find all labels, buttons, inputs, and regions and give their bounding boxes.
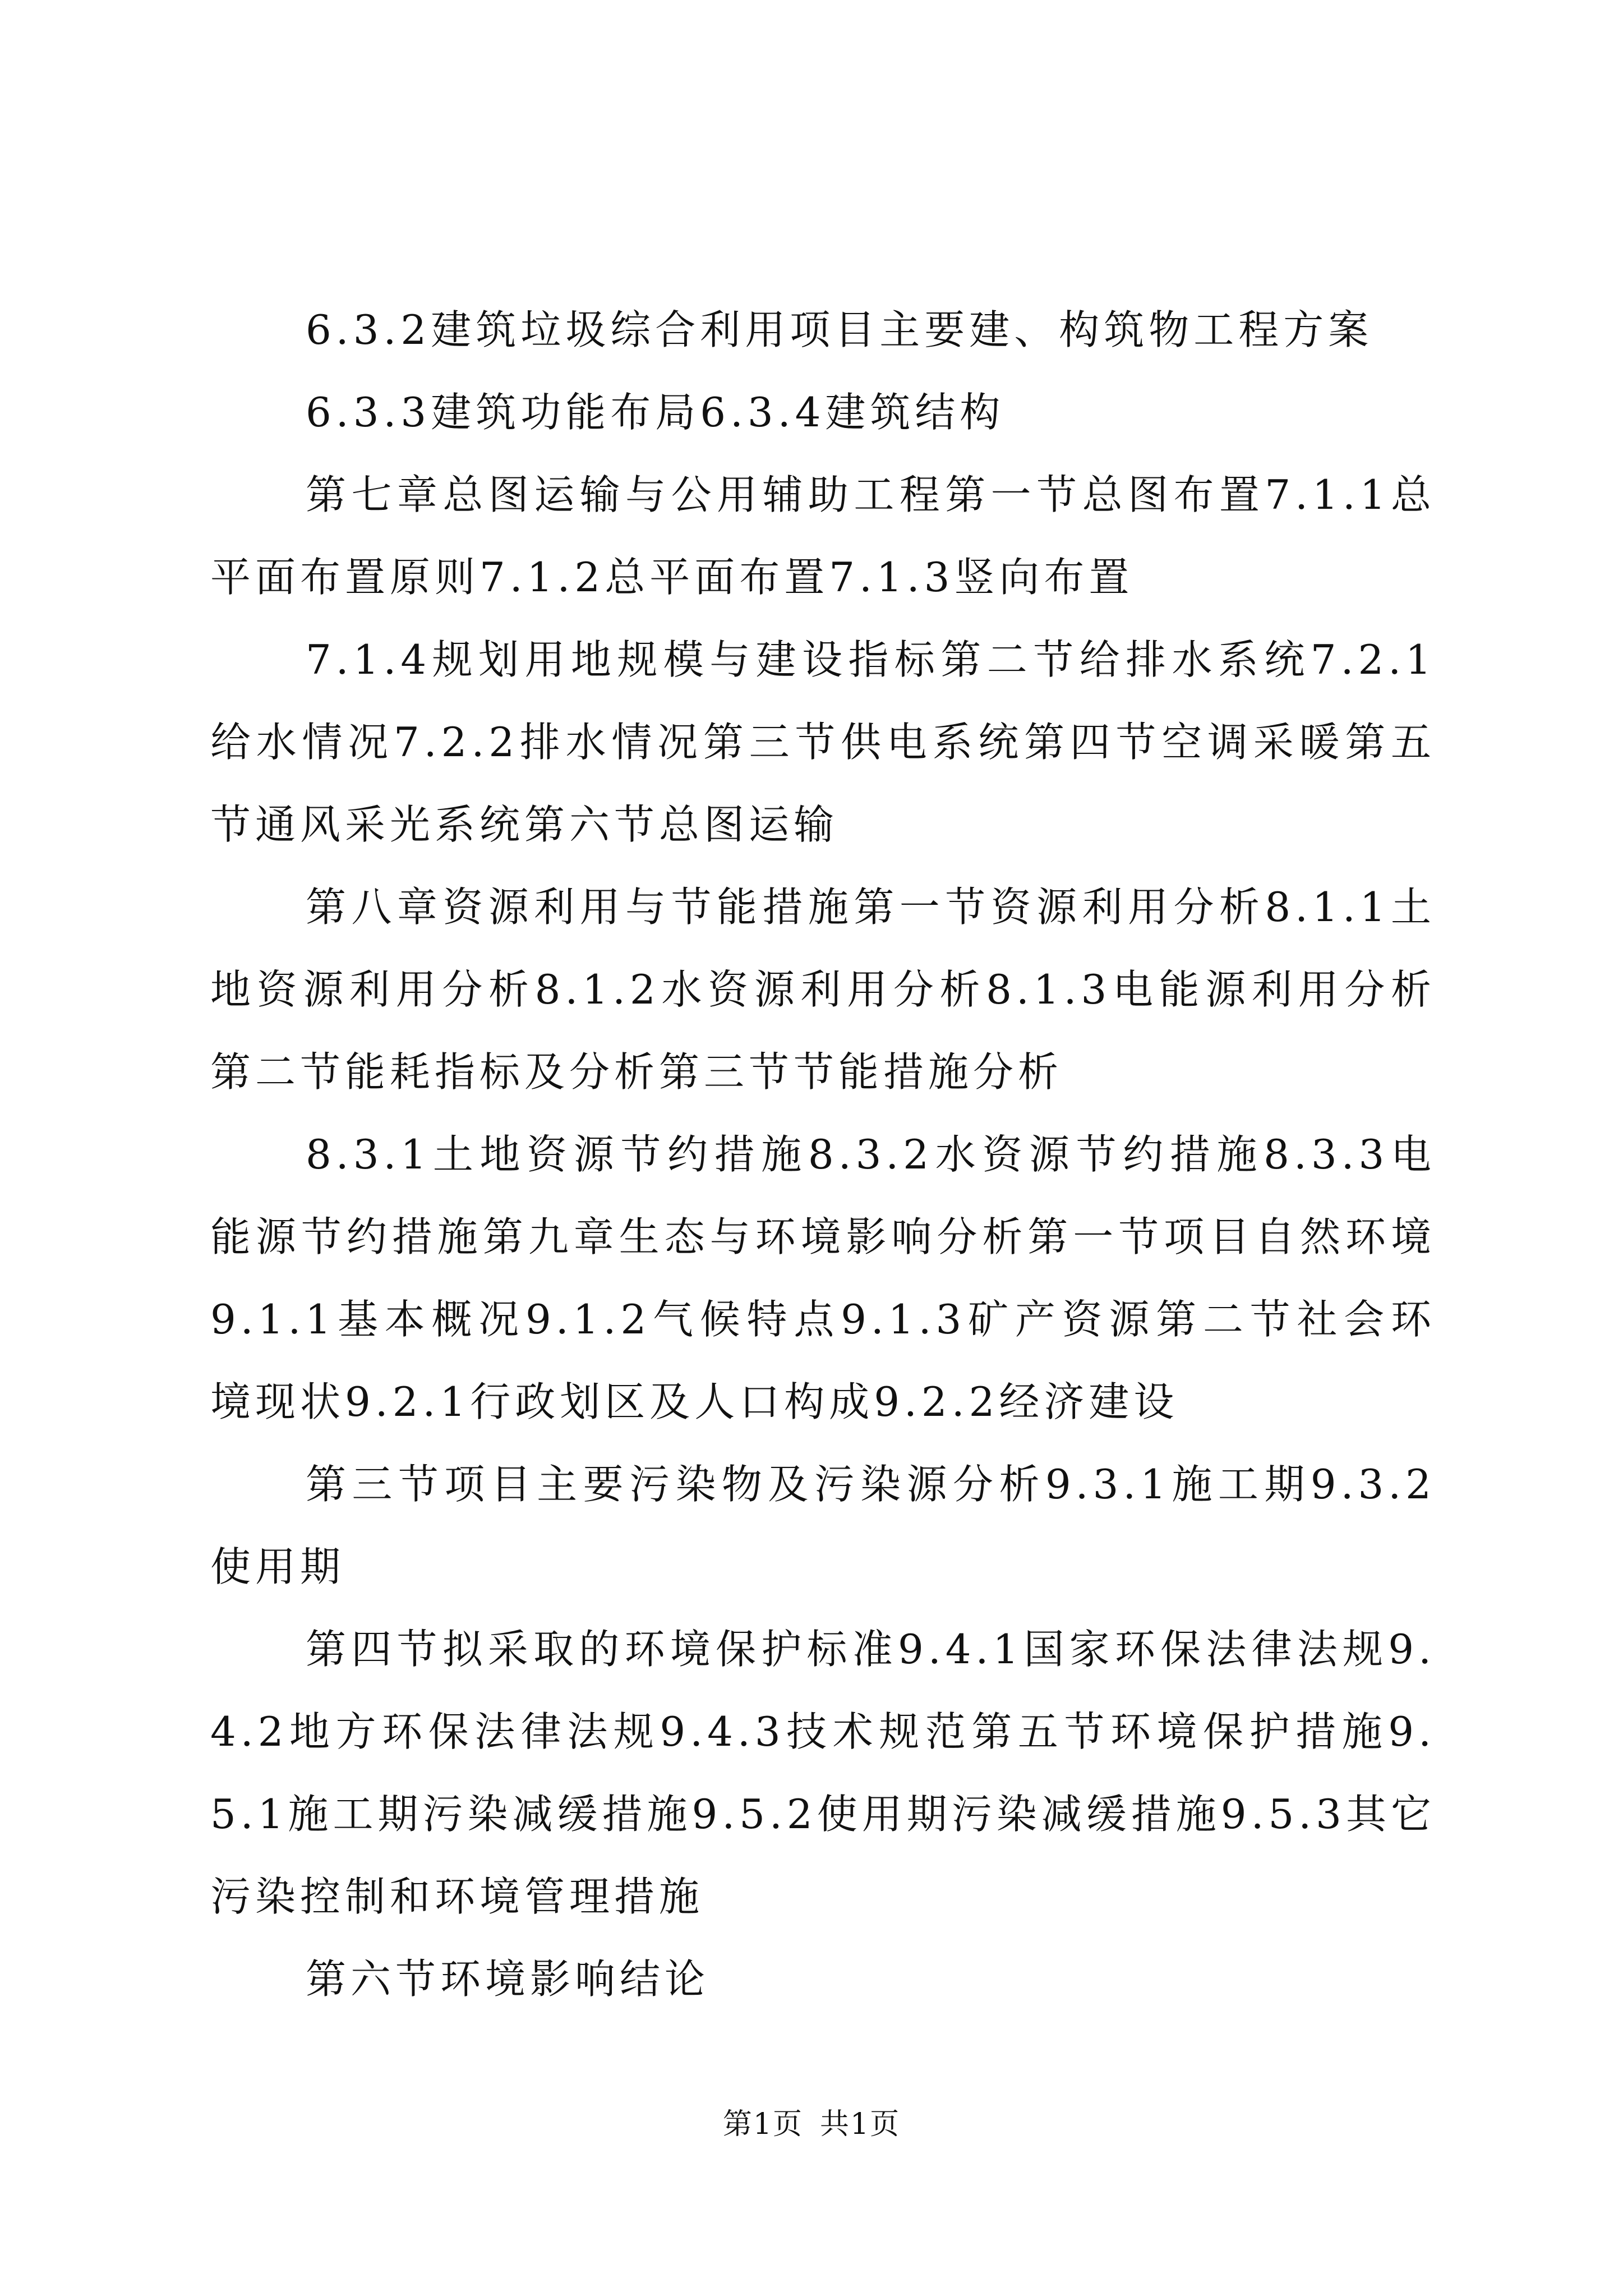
paragraph-section-9-6: 第六节环境影响结论 [306, 1955, 710, 2003]
paragraph-chapter-8: 第八章资源利用与节能措施第一节资源利用分析8.1.1土地资源利用分析8.1.2水资源利用分析8.1.3电能源利用分析第二节能耗指标及分析第三节节能措施分析 [210, 884, 1436, 1096]
document-body [210, 289, 1436, 2021]
page-footer [0, 2105, 1623, 2144]
paragraph-section-9-4: 第四节拟采取的环境保护标准9.4.1国家环保法律法规9.4.2地方环保法律法规9.4.3技术规范第五节环境保护措施9.5.1施工期污染减缓措施9.5.2使用期污染减缓措施9.5.3其它污染控制和环境管理措施 [210, 1626, 1436, 1920]
paragraph-6-3-3: 6.3.3建筑功能布局6.3.4建筑结构 [306, 389, 1005, 436]
page-total: 共1页 [820, 2108, 901, 2141]
paragraph-7-1-4: 7.1.4规划用地规模与建设指标第二节给排水系统7.2.1给水情况7.2.2排水情况第三节供电系统第四节空调采暖第五节通风采光系统第六节总图运输 [210, 636, 1436, 848]
paragraph-chapter-7: 第七章总图运输与公用辅助工程第一节总图布置7.1.1总平面布置原则7.1.2总平面布置7.1.3竖向布置 [210, 471, 1436, 601]
page-number: 第1页 [722, 2108, 803, 2141]
paragraph-6-3-2: 6.3.2建筑垃圾综合利用项目主要建、构筑物工程方案 [306, 306, 1373, 353]
paragraph-8-3-1: 8.3.1土地资源节约措施8.3.2水资源节约措施8.3.3电能源节约措施第九章生态与环境影响分析第一节项目自然环境9.1.1基本概况9.1.2气候特点9.1.3矿产资源第二节社会环境现状9.2.1行政划区及人口构成9.2.2经济建设 [210, 1131, 1436, 1425]
paragraph-section-9-3: 第三节项目主要污染物及污染源分析9.3.1施工期9.3.2使用期 [210, 1461, 1436, 1590]
